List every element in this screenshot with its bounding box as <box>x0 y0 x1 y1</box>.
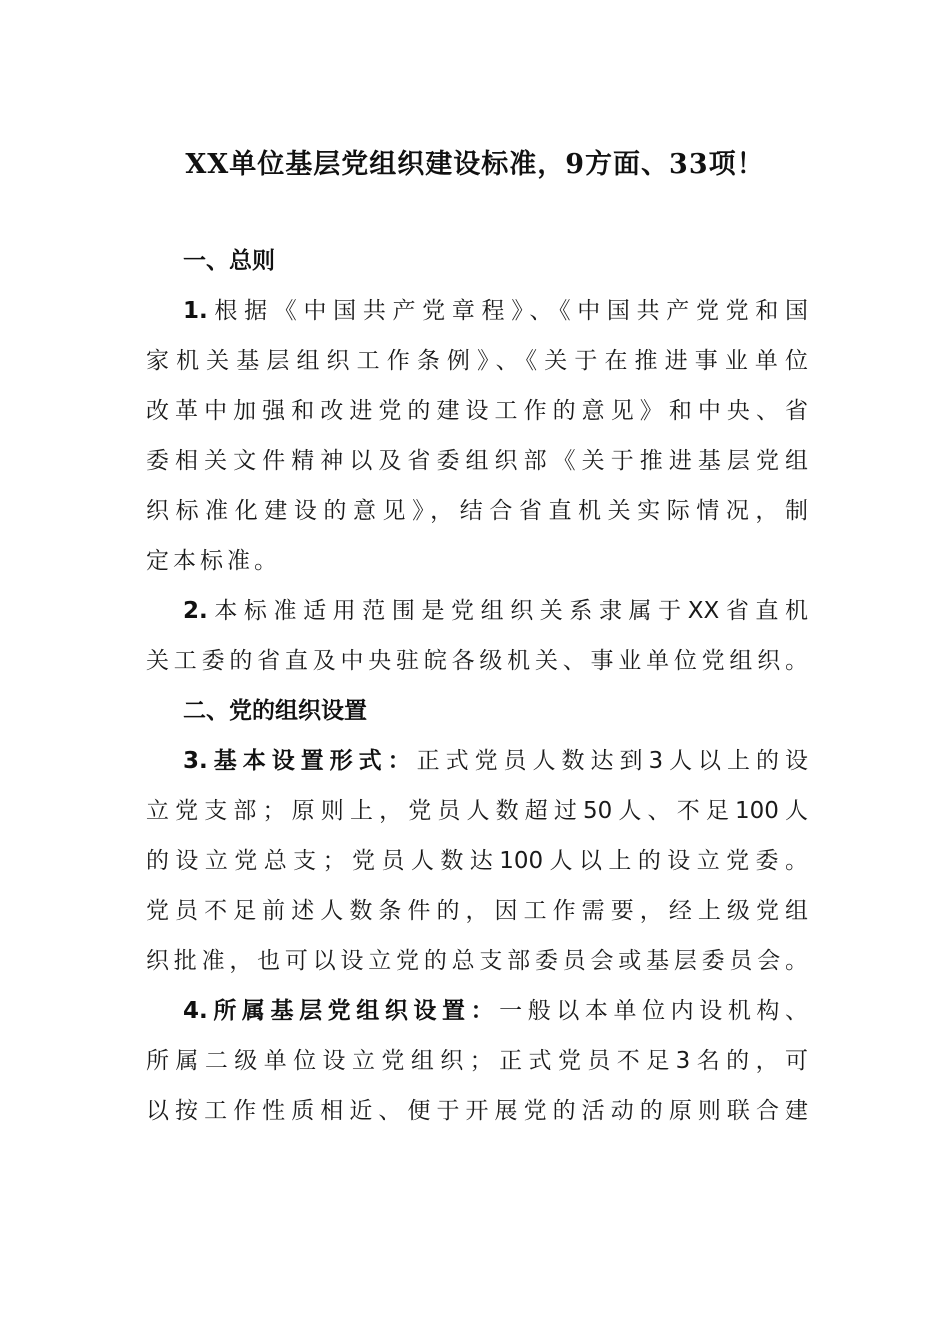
clause-number: 4. <box>183 998 208 1024</box>
clause-4-line-2: 所属二级单位设立党组织；正式党员不足3名的，可 <box>146 1048 808 1074</box>
clause-text: 本标准适用范围是党组织关系隶属于XX省直机 <box>207 598 808 624</box>
clause-text: 根据《中国共产党章程》、《中国共产党党和国 <box>207 298 808 324</box>
clause-lead: 基本设置形式： <box>207 748 417 774</box>
clause-1-line-1 <box>146 286 808 336</box>
clause-3 <box>146 736 808 986</box>
clause-4-line-3: 以按工作性质相近、便于开展党的活动的原则联合建 <box>146 1098 808 1124</box>
clause-2 <box>146 586 808 686</box>
clause-3-line-1 <box>146 736 808 786</box>
clause-3-line-2: 立党支部；原则上，党员人数超过50人、不足100人 <box>146 798 808 824</box>
clause-text: 正式党员人数达到3人以上的设 <box>416 748 809 774</box>
clause-4 <box>146 986 808 1136</box>
clause-number: 2. <box>183 598 208 624</box>
clause-1-line-6: 定本标准。 <box>146 548 281 574</box>
clause-1 <box>146 286 808 586</box>
clause-3-line-5: 织批准，也可以设立党的总支部委员会或基层委员会。 <box>146 948 808 974</box>
clause-2-line-2: 关工委的省直及中央驻皖各级机关、事业单位党组织。 <box>146 648 808 674</box>
clause-number: 1. <box>183 298 208 324</box>
section-heading-organization: 二、党的组织设置 <box>183 698 367 724</box>
clause-text: 一般以本单位内设机构、 <box>499 998 809 1024</box>
clause-2-line-1 <box>146 586 808 636</box>
clause-1-line-2: 家机关基层组织工作条例》、《关于在推进事业单位 <box>146 348 808 374</box>
clause-lead: 所属基层党组织设置： <box>207 998 500 1024</box>
clause-4-line-1 <box>146 986 808 1036</box>
clause-3-line-4: 党员不足前述人数条件的，因工作需要，经上级党组 <box>146 898 808 924</box>
clause-3-line-3: 的设立党总支；党员人数达100人以上的设立党委。 <box>146 848 808 874</box>
clause-1-line-5: 织标准化建设的意见》，结合省直机关实际情况，制 <box>146 498 808 524</box>
section-heading-general: 一、总则 <box>183 248 275 274</box>
clause-1-line-3: 改革中加强和改进党的建设工作的意见》和中央、省 <box>146 398 808 424</box>
clause-number: 3. <box>183 748 208 774</box>
clause-1-line-4: 委相关文件精神以及省委组织部《关于推进基层党组 <box>146 448 808 474</box>
document-title: XX单位基层党组织建设标准，9方面、33项！ <box>185 149 765 180</box>
document-body <box>146 236 808 1136</box>
